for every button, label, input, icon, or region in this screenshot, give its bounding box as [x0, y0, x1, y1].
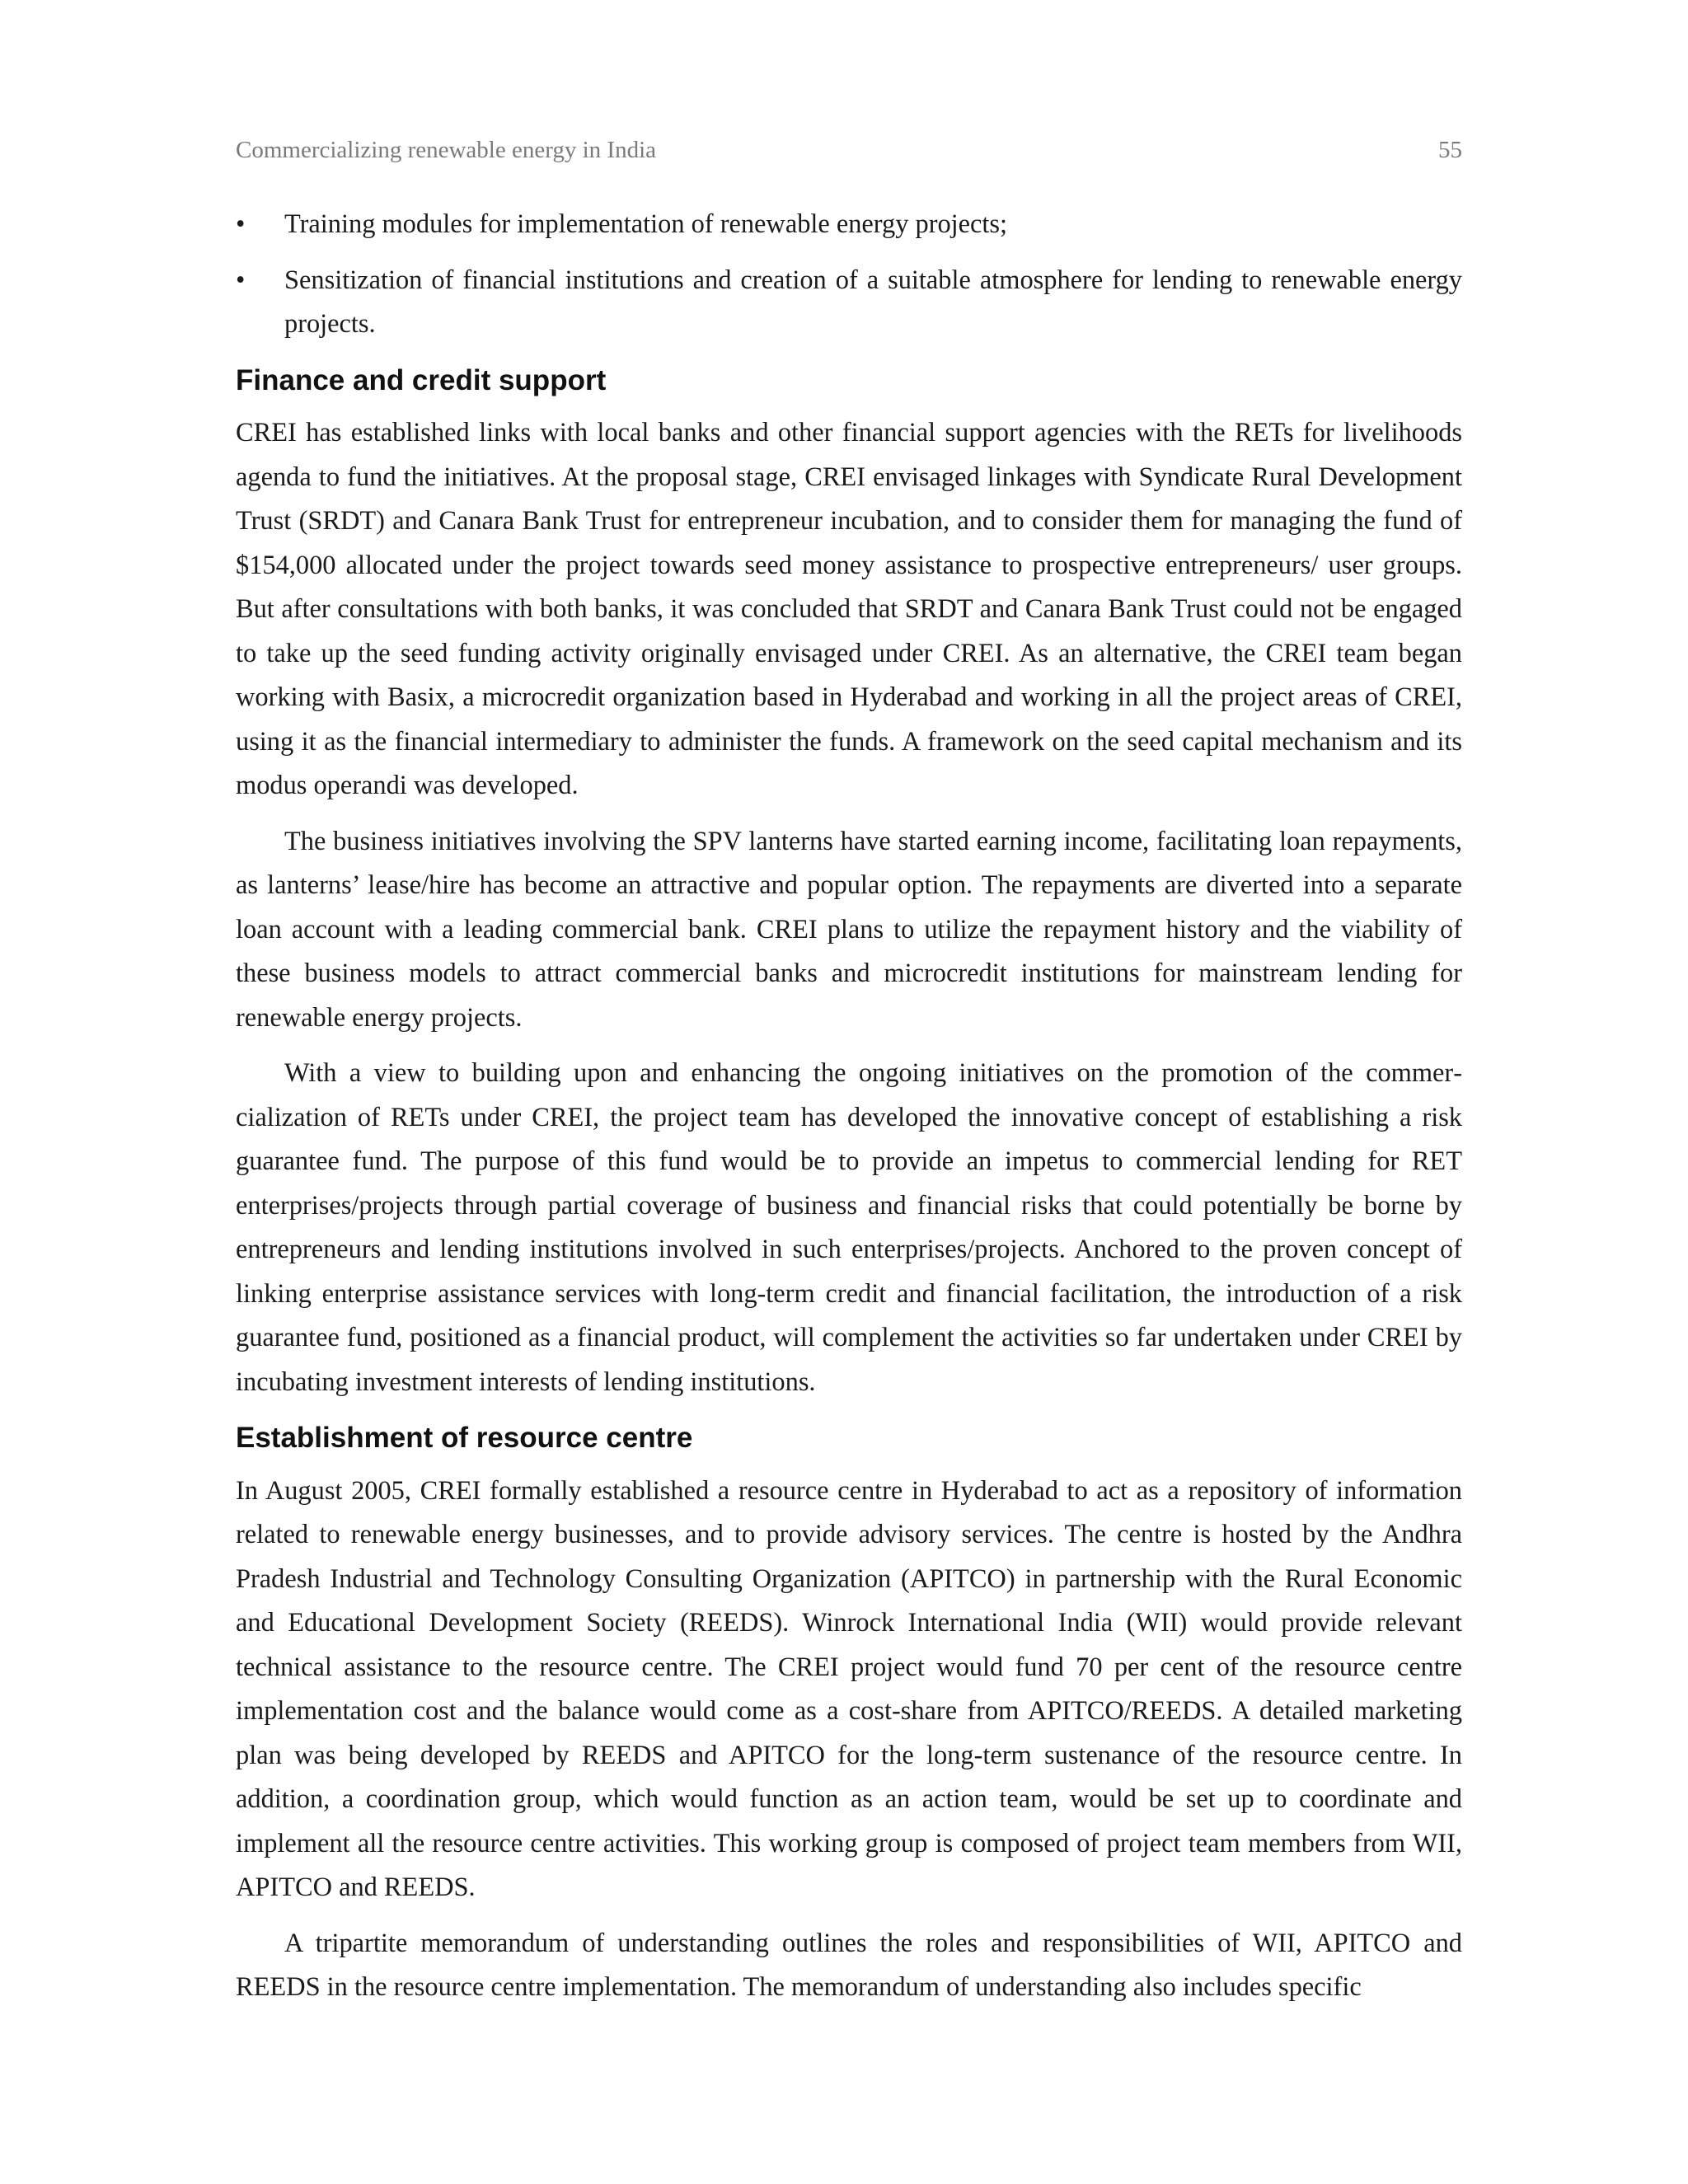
- bullet-text: Training modules for implementation of renewable energy projects;: [284, 209, 1008, 239]
- paragraph: The business initiatives involving the SPV lanterns have started earning income, facilitating loan repayments, as lanterns’ lease/hire has become an attractive and popular option. The repayments are diverted into a separate loan account with a leading commercial bank. CREI plans to utilize the repayment history and the viability of these business models to attract commercial banks and microcredit institutions for mainstream lending for renewable energy projects.: [236, 826, 1462, 1033]
- body-content: [236, 203, 1462, 2022]
- section-heading-resource-centre: Establishment of resource centre: [236, 1422, 693, 1454]
- bullet-icon: •: [236, 209, 246, 239]
- section-heading-finance: Finance and credit support: [236, 363, 607, 396]
- paragraph: With a view to building upon and enhancing the ongoing initiatives on the promotion of the commercialization of RETs under CREI, the project team has developed the innovative concept of establishing a risk guarantee fund. The purpose of this fund would be to provide an impetus to commercial lending for RET enterprises/projects through partial coverage of business and financial risks that could potentially be borne by entrepreneurs and lending institutions involved in such enterprises/projects. Anchored to the proven concept of linking enterprise assistance services with long-term credit and financial facilitation, the introduction of a risk guarantee fund, positioned as a financial product, will complement the activities so far undertaken under CREI by incubating investment interests of lending institutions.: [236, 1058, 1462, 1397]
- bullet-text: Sensitization of financial institutions and creation of a suitable atmosphere for lending to renewable energy projects.: [284, 265, 1462, 339]
- bullet-item: [236, 259, 1462, 347]
- paragraph: A tripartite memorandum of understanding outlines the roles and responsibilities of WII, APITCO and REEDS in the resource centre implementation. The memorandum of understanding also includes specific: [236, 1928, 1462, 2002]
- bullet-item: [236, 203, 1462, 247]
- paragraph: CREI has established links with local banks and other financial support agencies with the RETs for livelihoods agenda to fund the initiatives. At the proposal stage, CREI envisaged linkages with Syndicate Rural Development Trust (SRDT) and Canara Bank Trust for entrepreneur incubation, and to consider them for managing the fund of $154,000 allocated under the project towards seed money assistance to prospective entrepreneurs/ user groups. But after consultations with both banks, it was concluded that SRDT and Canara Bank Trust could not be engaged to take up the seed funding activity originally envisaged under CREI. As an alternative, the CREI team began working with Basix, a microcredit organization based in Hyderabad and working in all the project areas of CREI, using it as the financial intermediary to administer the funds. A framework on the seed capital mechanism and its modus operandi was developed.: [236, 418, 1462, 800]
- bullet-list: [236, 203, 1462, 347]
- bullet-icon: •: [236, 265, 246, 295]
- page-number: 55: [1438, 137, 1462, 163]
- paragraph: In August 2005, CREI formally established a resource centre in Hyderabad to act as a repository of information related to renewable energy businesses, and to provide advisory services. The centre is hosted by the Andhra Pradesh Industrial and Technology Consulting Organization (APITCO) in partnership with the Rural Economic and Educational Development Society (REEDS). Winrock International India (WII) would provide relevant technical assistance to the resource centre. The CREI project would fund 70 per cent of the resource centre implementation cost and the balance would come as a cost-share from APITCO/REEDS. A detailed marketing plan was being developed by REEDS and APITCO for the long-term sustenance of the resource centre. In addition, a coordination group, which would function as an action team, would be set up to coordinate and implement all the resource centre activities. This working group is composed of project team members from WII, APITCO and REEDS.: [236, 1475, 1462, 1902]
- running-header-title: Commercializing renewable energy in India: [236, 137, 656, 163]
